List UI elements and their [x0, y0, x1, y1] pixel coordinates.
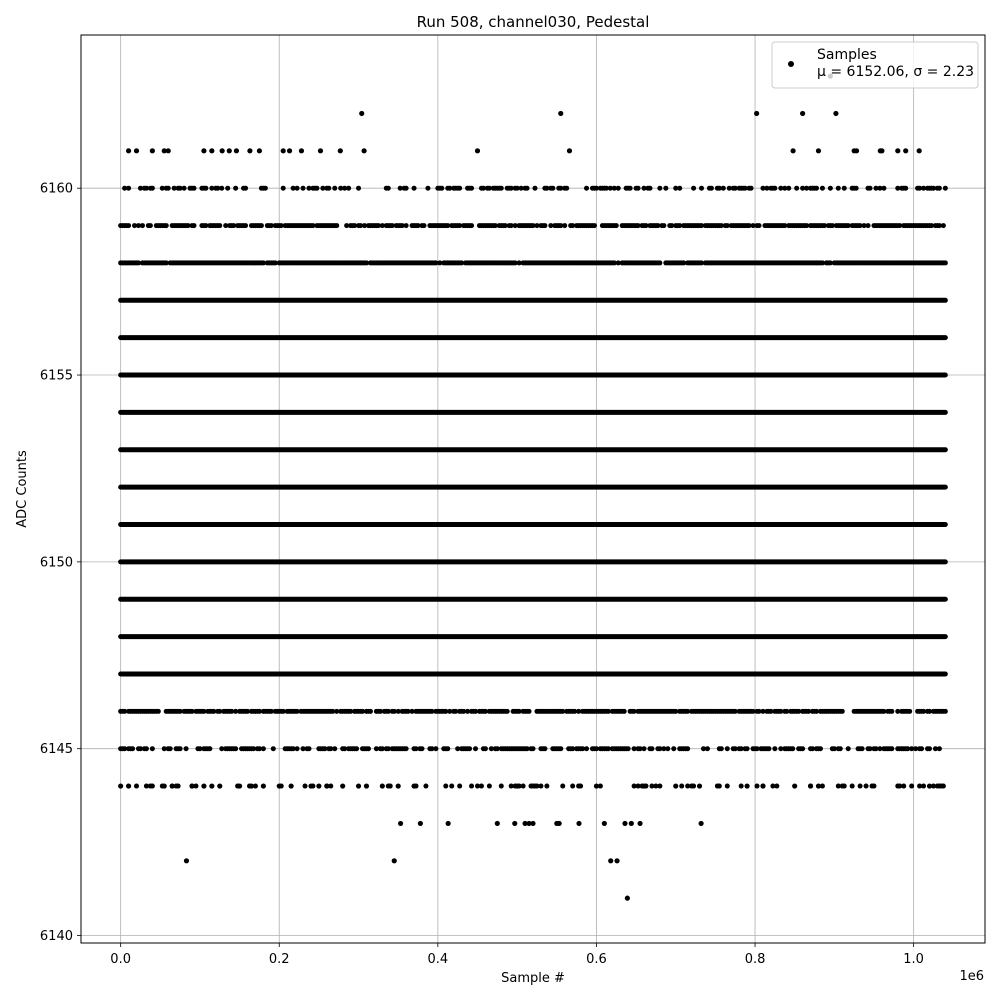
sample-point	[592, 223, 597, 228]
sample-point	[858, 784, 863, 789]
sample-point	[614, 858, 619, 863]
sample-point	[495, 821, 500, 826]
sample-point	[457, 784, 462, 789]
sample-point	[531, 746, 536, 751]
sample-point	[419, 746, 424, 751]
sample-point	[608, 858, 613, 863]
legend-marker	[788, 61, 794, 67]
sample-point	[469, 223, 474, 228]
sample-point	[144, 746, 149, 751]
sample-point	[134, 784, 139, 789]
sample-point	[772, 186, 777, 191]
sample-point	[126, 186, 131, 191]
sample-point	[512, 821, 517, 826]
sample-point	[661, 223, 666, 228]
sample-point	[558, 111, 563, 116]
sample-point	[404, 223, 409, 228]
sample-point	[677, 186, 682, 191]
sample-point	[818, 746, 823, 751]
sample-point	[564, 186, 569, 191]
sample-point	[792, 783, 797, 788]
sample-point	[361, 148, 366, 153]
sample-point	[249, 783, 254, 788]
sample-point	[576, 821, 581, 826]
sample-point	[889, 746, 894, 751]
sample-point	[542, 223, 547, 228]
sample-point	[909, 784, 914, 789]
y-axis-label: ADC Counts	[15, 450, 30, 528]
sample-point	[150, 148, 155, 153]
sample-point	[808, 783, 813, 788]
sample-point	[725, 784, 730, 789]
sample-point	[118, 783, 123, 788]
sample-point	[126, 223, 131, 228]
sample-point	[318, 148, 323, 153]
sample-point	[225, 186, 230, 191]
sample-point	[691, 186, 696, 191]
sample-point	[203, 186, 208, 191]
sample-point	[170, 783, 175, 788]
sample-point	[257, 148, 262, 153]
sample-point	[219, 186, 224, 191]
sample-point	[622, 709, 627, 714]
sample-point	[227, 148, 232, 153]
sample-point	[647, 186, 652, 191]
sample-point	[719, 746, 724, 751]
sample-point	[663, 186, 668, 191]
sample-point	[642, 746, 647, 751]
sample-point	[717, 784, 722, 789]
sample-point	[332, 746, 337, 751]
sample-point	[749, 186, 754, 191]
sample-point	[636, 186, 641, 191]
sample-point	[521, 784, 526, 789]
sample-point	[295, 186, 300, 191]
sample-point	[184, 746, 189, 751]
sample-point	[838, 746, 843, 751]
sample-point	[404, 186, 409, 191]
sample-point	[392, 858, 397, 863]
sample-point	[295, 746, 300, 751]
sample-point	[201, 783, 206, 788]
sample-point	[308, 783, 313, 788]
sample-point	[359, 111, 364, 116]
sample-point	[544, 784, 549, 789]
sample-point	[184, 858, 189, 863]
sample-point	[189, 783, 194, 788]
sample-point	[842, 186, 847, 191]
sample-point	[868, 186, 873, 191]
sample-point	[356, 783, 361, 788]
sample-point	[903, 148, 908, 153]
sample-point	[338, 148, 343, 153]
sample-point	[449, 784, 454, 789]
sample-point	[515, 783, 520, 788]
sample-point	[243, 223, 248, 228]
sample-point	[324, 783, 329, 788]
sample-point	[233, 746, 238, 751]
sample-point	[941, 223, 946, 228]
sample-point	[446, 821, 451, 826]
sample-point	[760, 783, 765, 788]
sample-point	[550, 186, 555, 191]
sample-point	[364, 783, 369, 788]
sample-point	[907, 709, 912, 714]
sample-point	[889, 709, 894, 714]
sample-point	[469, 186, 474, 191]
sample-point	[673, 783, 678, 788]
sample-point	[697, 783, 702, 788]
sample-point	[130, 746, 135, 751]
sample-point	[237, 783, 242, 788]
sample-point	[584, 746, 589, 751]
sample-point	[641, 783, 646, 788]
sample-point	[433, 746, 438, 751]
sample-point	[657, 784, 662, 789]
sample-point	[917, 148, 922, 153]
sample-point	[772, 746, 777, 751]
sample-point	[794, 186, 799, 191]
y-tick-label: 6140	[39, 929, 73, 945]
x-axis-label: Sample #	[501, 971, 565, 986]
sample-point	[542, 746, 547, 751]
sample-point	[134, 148, 139, 153]
sample-point	[356, 186, 361, 191]
sample-point	[505, 709, 510, 714]
sample-point	[943, 260, 948, 265]
sample-point	[766, 746, 771, 751]
sample-point	[943, 709, 948, 714]
sample-point	[217, 223, 222, 228]
sample-point	[866, 223, 871, 228]
sample-point	[425, 186, 430, 191]
sample-point	[594, 783, 599, 788]
sample-point	[757, 223, 762, 228]
sample-point	[558, 746, 563, 751]
sample-point	[850, 784, 855, 789]
sample-point	[671, 746, 676, 751]
sample-point	[301, 186, 306, 191]
sample-point	[398, 821, 403, 826]
sample-point	[404, 746, 409, 751]
sample-point	[657, 186, 662, 191]
sample-point	[755, 784, 760, 789]
sample-point	[941, 784, 946, 789]
sample-point	[790, 746, 795, 751]
sample-point	[281, 148, 286, 153]
sample-point	[745, 746, 750, 751]
sample-point	[162, 783, 167, 788]
sample-point	[616, 186, 621, 191]
sample-point	[475, 148, 480, 153]
sample-point	[562, 223, 567, 228]
sample-point	[303, 784, 308, 789]
sample-point	[178, 746, 183, 751]
sample-point	[263, 186, 268, 191]
sample-point	[483, 746, 488, 751]
sample-point	[150, 186, 155, 191]
sample-point	[557, 821, 562, 826]
sample-point	[816, 148, 821, 153]
sample-point	[445, 746, 450, 751]
sample-point	[745, 783, 750, 788]
sample-point	[665, 746, 670, 751]
x-tick-label: 0.0	[110, 952, 131, 967]
sample-point	[368, 709, 373, 714]
sample-point	[469, 784, 474, 789]
sample-point	[881, 186, 886, 191]
sample-point	[314, 186, 319, 191]
sample-point	[725, 746, 730, 751]
sample-point	[879, 148, 884, 153]
sample-point	[164, 223, 169, 228]
sample-point	[247, 148, 252, 153]
sample-point	[150, 746, 155, 751]
sample-point	[287, 148, 292, 153]
sample-point	[140, 223, 145, 228]
chart-title: Run 508, channel030, Pedestal	[416, 13, 650, 31]
sample-point	[261, 783, 266, 788]
sample-point	[388, 784, 393, 789]
sample-point	[625, 896, 630, 901]
sample-point	[499, 784, 504, 789]
sample-point	[126, 148, 131, 153]
sample-point	[217, 783, 222, 788]
sample-point	[271, 746, 276, 751]
sample-point	[705, 746, 710, 751]
sample-point	[443, 784, 448, 789]
sample-point	[473, 746, 478, 751]
sample-point	[903, 186, 908, 191]
sample-point	[423, 784, 428, 789]
sample-point	[628, 186, 633, 191]
sample-point	[833, 111, 838, 116]
sample-point	[786, 186, 791, 191]
sample-point	[754, 111, 759, 116]
sample-point	[538, 784, 543, 789]
sample-point	[901, 784, 906, 789]
sample-point	[854, 186, 859, 191]
sample-point	[525, 186, 530, 191]
sample-point	[679, 784, 684, 789]
sample-point	[864, 784, 869, 789]
sample-point	[800, 111, 805, 116]
sample-point	[277, 783, 282, 788]
sample-point	[306, 746, 311, 751]
sample-point	[937, 186, 942, 191]
sample-point	[530, 821, 535, 826]
y-tick-label: 6160	[39, 181, 73, 197]
sample-point	[629, 821, 634, 826]
sample-point	[860, 746, 865, 751]
sample-point	[412, 186, 417, 191]
sample-point	[326, 186, 331, 191]
sample-point	[243, 186, 248, 191]
sample-point	[261, 746, 266, 751]
sample-point	[774, 784, 779, 789]
sample-point	[721, 186, 726, 191]
y-tick-label: 6155	[39, 368, 73, 384]
sample-point	[790, 148, 795, 153]
x-tick-label: 0.4	[427, 952, 449, 967]
sample-point	[578, 784, 583, 789]
sample-point	[386, 186, 391, 191]
x-tick-label: 0.8	[744, 952, 766, 967]
x-tick-label: 1.0	[903, 952, 924, 967]
sample-point	[209, 148, 214, 153]
sample-point	[332, 186, 337, 191]
sample-point	[299, 148, 304, 153]
sample-point	[479, 784, 484, 789]
sample-point	[467, 746, 472, 751]
x-axis-multiplier: 1e6	[959, 969, 984, 984]
y-tick-label: 6150	[39, 555, 73, 571]
sample-point	[207, 746, 212, 751]
sample-point	[820, 186, 825, 191]
sample-point	[259, 223, 264, 228]
sample-point	[836, 186, 841, 191]
sample-point	[637, 821, 642, 826]
sample-point	[649, 746, 654, 751]
sample-point	[166, 148, 171, 153]
sample-point	[234, 148, 239, 153]
sample-point	[943, 186, 948, 191]
sample-point	[281, 186, 286, 191]
sample-point	[527, 709, 532, 714]
sample-point	[927, 783, 932, 788]
sample-point	[691, 784, 696, 789]
sample-point	[657, 260, 662, 265]
sample-point	[895, 148, 900, 153]
sample-point	[921, 784, 926, 789]
sample-point	[126, 783, 131, 788]
sample-point	[156, 709, 161, 714]
sample-point	[570, 784, 575, 789]
sample-point	[828, 186, 833, 191]
sample-point	[380, 783, 385, 788]
sample-point	[840, 709, 845, 714]
sample-point	[201, 148, 206, 153]
sample-point	[622, 821, 627, 826]
sample-point	[499, 186, 504, 191]
sample-point	[220, 148, 225, 153]
y-tick-label: 6145	[39, 742, 73, 758]
sample-point	[192, 186, 197, 191]
sample-point	[457, 186, 462, 191]
sample-point	[814, 186, 819, 191]
sample-point	[421, 223, 426, 228]
sample-point	[148, 223, 153, 228]
sample-point	[927, 746, 932, 751]
sample-point	[209, 783, 214, 788]
sample-point	[182, 186, 187, 191]
sample-point	[626, 746, 631, 751]
sample-point	[354, 746, 359, 751]
sample-point	[699, 821, 704, 826]
sample-point	[739, 784, 744, 789]
sample-point	[192, 223, 197, 228]
sample-point	[176, 784, 181, 789]
sample-point	[709, 186, 714, 191]
sample-point	[846, 746, 851, 751]
sample-point	[602, 821, 607, 826]
sample-point	[532, 186, 537, 191]
sample-point	[567, 148, 572, 153]
sample-point	[487, 784, 492, 789]
sample-point	[396, 783, 401, 788]
sample-point	[560, 784, 565, 789]
sample-point	[166, 186, 171, 191]
sample-point	[150, 784, 155, 789]
sample-point	[937, 746, 942, 751]
sample-point	[289, 783, 294, 788]
sample-point	[854, 148, 859, 153]
sample-point	[699, 186, 704, 191]
sample-point	[614, 223, 619, 228]
sample-point	[842, 784, 847, 789]
sample-point	[439, 186, 444, 191]
sample-point	[233, 186, 238, 191]
legend	[772, 42, 978, 88]
x-tick-label: 0.6	[586, 952, 607, 967]
x-tick-label: 0.2	[268, 952, 290, 967]
sample-point	[346, 186, 351, 191]
sample-point	[316, 783, 321, 788]
legend-stats: μ = 6152.06, σ = 2.23	[817, 64, 975, 80]
sample-point	[584, 186, 589, 191]
sample-point	[411, 783, 416, 788]
sample-point	[800, 746, 805, 751]
sample-point	[919, 746, 924, 751]
sample-point	[334, 223, 339, 228]
sample-point	[366, 746, 371, 751]
sample-point	[685, 746, 690, 751]
sample-point	[816, 783, 821, 788]
sample-point	[871, 784, 876, 789]
sample-point	[168, 746, 173, 751]
sample-point	[340, 783, 345, 788]
sample-point	[418, 821, 423, 826]
legend-series-name: Samples	[817, 47, 877, 63]
